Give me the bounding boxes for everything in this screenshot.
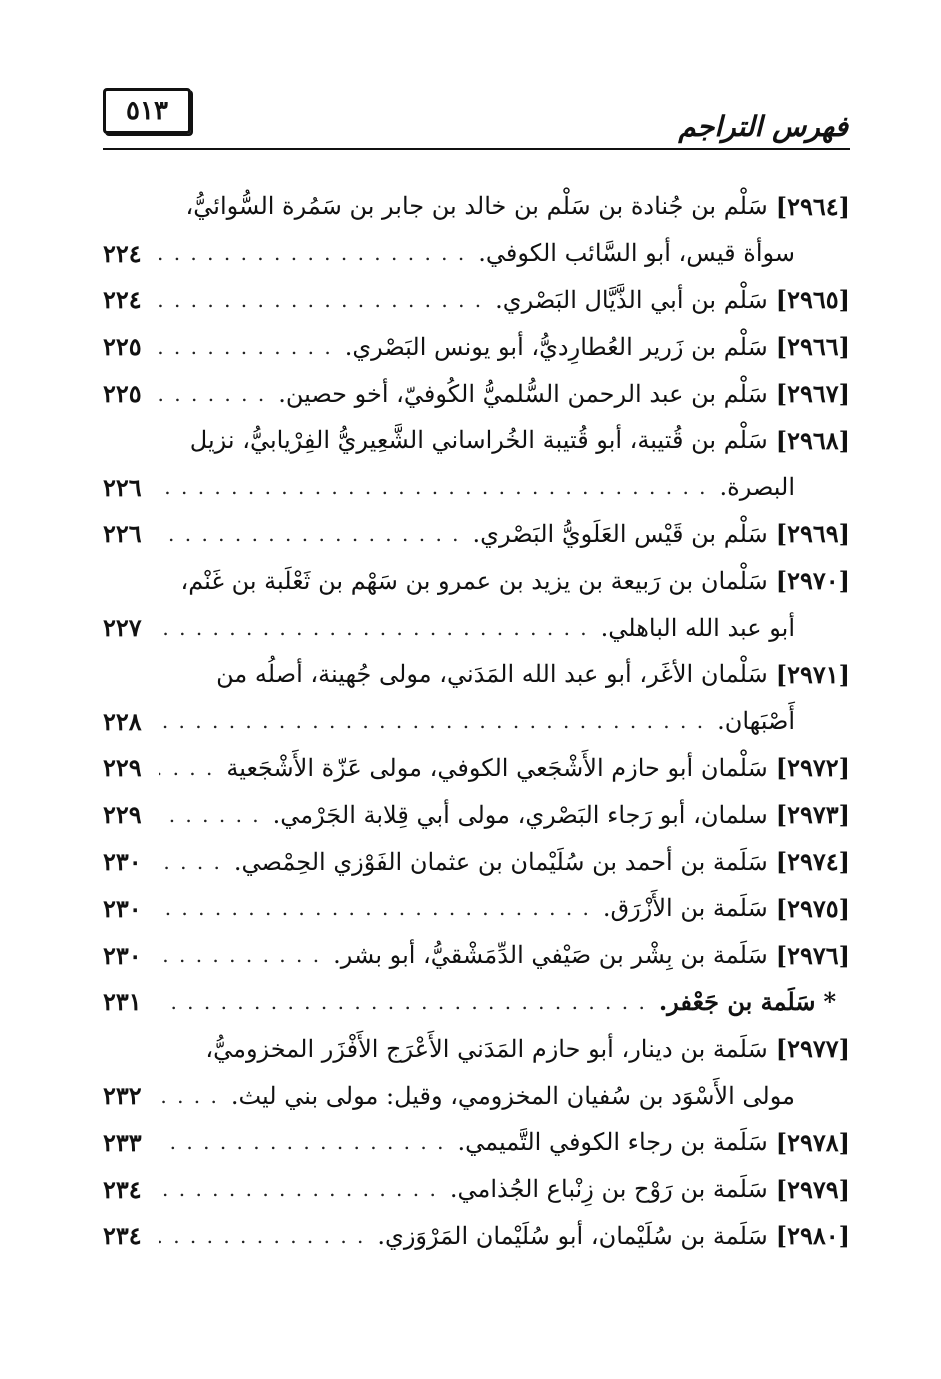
dot-leader (159, 943, 321, 967)
entry-number: [٢٩٧٨] (775, 1127, 850, 1157)
entry-page: ٢٣٤ (103, 1174, 142, 1204)
dot-leader (159, 288, 483, 312)
index-entry-star (103, 979, 850, 1026)
entry-page: ٢٢٤ (103, 285, 142, 315)
entry-text: سَلْم بن عبد الرحمن السُّلميُّ الكُوفيّ، أخو حصين. (278, 379, 768, 408)
dot-leader (159, 850, 222, 874)
entry-text: سَلَمة بن دينار، أبو حازم المَدَني الأَعْرَج الأَفْزَر المخزوميُّ، (205, 1034, 768, 1063)
index-entry-2980 (103, 1213, 850, 1260)
entry-number: [٢٩٧٥] (775, 893, 850, 923)
entry-page: ٢٢٤ (103, 238, 142, 268)
index-entry-2970 (103, 557, 850, 604)
entry-page: ٢٢٧ (103, 613, 142, 643)
index-entry-2969 (103, 511, 850, 558)
entry-page: ٢٣٠ (103, 940, 142, 970)
dot-leader (159, 896, 591, 920)
dot-leader (159, 475, 708, 499)
entry-text: سَلْم بن قَيْس العَلَويُّ البَصْري. (472, 519, 768, 548)
dot-leader (159, 382, 266, 406)
index-entry-2970-continuation (103, 604, 850, 651)
dot-leader (159, 803, 261, 827)
entry-number: [٢٩٧٢] (775, 753, 850, 783)
index-entry-2978 (103, 1119, 850, 1166)
index-entry-2971 (103, 651, 850, 698)
entry-text: سَلْمان بن رَبيعة بن يزيد بن عمرو بن سَهْم بن ثَعْلَبة بن غَنْم، (180, 566, 768, 595)
entry-text: سَلَمة بن سُلَيْمان، أبو سُلَيْمان المَرْوَزي. (377, 1221, 768, 1250)
dot-leader (159, 1224, 365, 1248)
entry-number: [٢٩٦٩] (775, 519, 850, 549)
dot-leader (159, 1130, 445, 1154)
entry-page: ٢٣٠ (103, 847, 142, 877)
index-entry-2977-continuation (103, 1072, 850, 1119)
dot-leader (159, 1177, 438, 1201)
index-entry-2968 (103, 417, 850, 464)
entry-text-continued: أَصْبَهان. (717, 707, 795, 736)
entry-text-continued: سوأة قيس، أبو السَّائب الكوفي. (478, 239, 795, 268)
index-entries (103, 183, 850, 1259)
index-entry-2971-continuation (103, 698, 850, 745)
entry-number: [٢٩٧٩] (775, 1174, 850, 1204)
index-entry-2976 (103, 932, 850, 979)
entry-text: سَلَمة بن رجاء الكوفي التَّميمي. (457, 1128, 768, 1157)
index-entry-2975 (103, 885, 850, 932)
dot-leader (159, 990, 647, 1014)
entry-number: [٢٩٧١] (775, 659, 850, 689)
dot-leader (159, 756, 214, 780)
entry-text: سَلَمة بن رَوْح بن زِنْباع الجُذامي. (449, 1175, 768, 1204)
entry-page: ٢٣٣ (103, 1127, 142, 1157)
entry-number: [٢٩٦٥] (775, 285, 850, 315)
dot-leader (159, 709, 705, 733)
index-entry-2966 (103, 323, 850, 370)
entry-text: سَلْمان أبو حازم الأَشْجَعي الكوفي، مولى عَزّة الأَشْجَعية (226, 753, 768, 782)
index-entry-2973 (103, 791, 850, 838)
dot-leader (159, 241, 466, 265)
index-entry-2967 (103, 370, 850, 417)
entry-number: [٢٩٧٠] (775, 566, 850, 596)
entry-number: [٢٩٦٦] (775, 332, 850, 362)
entry-text-continued: البصرة. (719, 473, 795, 502)
entry-page: ٢٢٩ (103, 800, 142, 830)
entry-text: سَلْم بن زَرير العُطارِديُّ، أبو يونس البَصْري. (344, 332, 768, 361)
entry-text: سَلْم بن أبي الذَّيَّال البَصْري. (495, 285, 768, 314)
index-entry-2964 (103, 183, 850, 230)
index-entry-2968-continuation (103, 464, 850, 511)
entry-number: [٢٩٦٤] (775, 191, 850, 221)
index-entry-2979 (103, 1166, 850, 1213)
page-number-text: ٥١٣ (126, 96, 168, 126)
entry-page: ٢٢٨ (103, 706, 142, 736)
entry-page: ٢٢٩ (103, 753, 142, 783)
entry-text: سَلَمة بن جَعْفر. (658, 987, 816, 1017)
entry-page: ٢٢٥ (103, 379, 142, 409)
entry-page: ٢٢٦ (103, 519, 142, 549)
index-entry-2964-continuation (103, 230, 850, 277)
entry-page: ٢٢٦ (103, 472, 142, 502)
entry-text: سَلَمة بن بِشْر بن صَيْفي الدِّمَشْقيُّ، أبو بشر. (333, 941, 768, 970)
entry-text-continued: مولى الأَسْوَد بن سُفيان المخزومي، وقيل: مولى بني ليث. (230, 1081, 795, 1110)
dot-leader (159, 616, 589, 640)
entry-number: [٢٩٧٤] (775, 847, 850, 877)
dot-leader (159, 1084, 219, 1108)
entry-number: [٢٩٦٨] (775, 425, 850, 455)
page-number (103, 88, 191, 134)
index-entry-2972 (103, 745, 850, 792)
index-entry-2965 (103, 277, 850, 324)
header-rule (103, 148, 850, 150)
entry-text: سَلَمة بن الأَزْرَق. (602, 894, 768, 923)
entry-text: سَلْم بن جُنادة بن سَلْم بن خالد بن جابر بن سَمُرة السُّوائيُّ، (185, 192, 768, 221)
entry-number: [٢٩٧٣] (775, 800, 850, 830)
entry-text: سَلَمة بن أحمد بن سُلَيْمان بن عثمان الفَوْزي الحِمْصي. (233, 847, 768, 876)
entry-number: [٢٩٧٦] (775, 940, 850, 970)
entry-page: ٢٣١ (103, 987, 142, 1017)
entry-text: سلمان، أبو رَجاء البَصْري، مولى أبي قِلابة الجَرْمي. (272, 800, 768, 829)
entry-number: [٢٩٧٧] (775, 1034, 850, 1064)
star-marker: * (823, 987, 836, 1017)
entry-text-continued: أبو عبد الله الباهلي. (600, 613, 795, 642)
entry-number: [٢٩٨٠] (775, 1221, 850, 1251)
dot-leader (159, 522, 461, 546)
entry-number: [٢٩٦٧] (775, 379, 850, 409)
dot-leader (159, 335, 333, 359)
index-entry-2977 (103, 1025, 850, 1072)
entry-page: ٢٣٠ (103, 893, 142, 923)
entry-page: ٢٢٥ (103, 332, 142, 362)
entry-text: سَلْمان الأغَر، أبو عبد الله المَدَني، مولى جُهينة، أصلُه من (216, 660, 768, 689)
index-entry-2974 (103, 838, 850, 885)
entry-page: ٢٣٢ (103, 1081, 142, 1111)
running-title: فهرس التراجم (678, 110, 848, 143)
entry-text: سَلْم بن قُتيبة، أبو قُتيبة الخُراساني الشَّعِيريُّ الفِرْيابيُّ، نزيل (189, 426, 768, 455)
entry-page: ٢٣٤ (103, 1221, 142, 1251)
